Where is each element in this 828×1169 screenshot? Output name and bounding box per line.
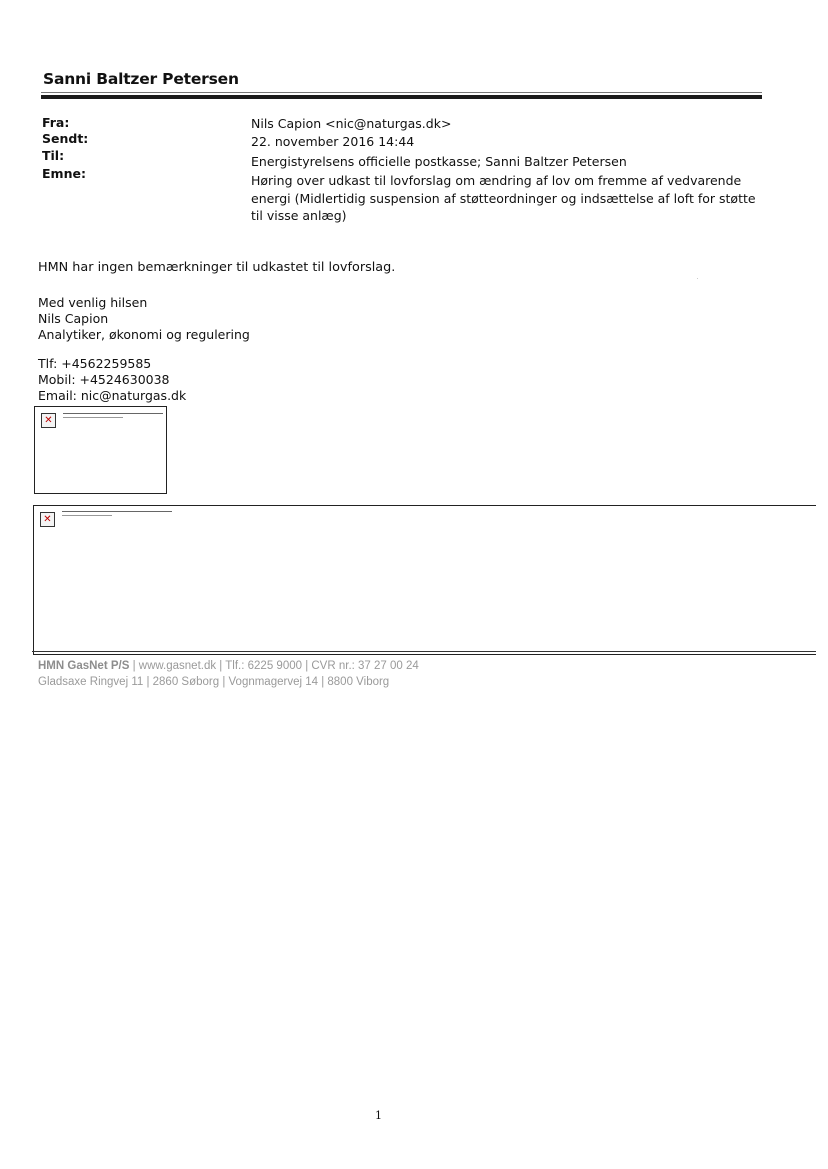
image-placeholder-text-line	[62, 515, 112, 516]
signature-role: Analytiker, økonomi og regulering	[38, 327, 250, 342]
image-placeholder-text-line	[63, 417, 123, 418]
image-placeholder-text-line	[62, 511, 172, 512]
header-value-from: Nils Capion <nic@naturgas.dk>	[251, 116, 452, 131]
signature-mobile: Mobil: +4524630038	[38, 372, 170, 387]
signature-name: Nils Capion	[38, 311, 109, 326]
header-value-to: Energistyrelsens officielle postkasse; Sanni Baltzer Petersen	[251, 154, 627, 169]
message-text: HMN har ingen bemærkninger til udkastet til lovforslag.	[38, 260, 396, 275]
footer-address-line: Gladsaxe Ringvej 11 | 2860 Søborg | Vognmagervej 14 | 8800 Viborg	[38, 676, 390, 688]
sender-heading: Sanni Baltzer Petersen	[43, 70, 239, 88]
signature-phone: Tlf: +4562259585	[38, 356, 152, 371]
image-placeholder-text-line	[63, 413, 163, 414]
header-label-from: Fra:	[42, 115, 70, 130]
missing-image-logo	[34, 406, 167, 494]
closing-text: Med venlig hilsen	[38, 295, 148, 310]
heading-rule	[41, 95, 762, 99]
footer-company-name: HMN GasNet P/S	[38, 660, 130, 672]
page-number: 1	[375, 1109, 382, 1122]
header-label-sent: Sendt:	[42, 131, 89, 146]
scan-speck	[697, 278, 698, 279]
header-value-subject: Høring over udkast til lovforslag om ændring af lov om fremme af vedvarende energi (Midlertidig suspension af støtteordninger og indsættelse af loft for støtte til visse anlæg)	[251, 173, 756, 223]
header-label-to: Til:	[42, 148, 65, 163]
missing-image-banner	[33, 505, 816, 655]
footer-contact-details: | www.gasnet.dk | Tlf.: 6225 9000 | CVR nr.: 37 27 00 24	[129, 660, 419, 672]
header-value-sent: 22. november 2016 14:44	[251, 134, 415, 149]
signature-email: Email: nic@naturgas.dk	[38, 388, 187, 403]
footer-company-line	[38, 660, 419, 672]
broken-image-icon: ✕	[40, 512, 55, 527]
header-label-subject: Emne:	[42, 166, 86, 181]
broken-image-icon: ✕	[41, 413, 56, 428]
